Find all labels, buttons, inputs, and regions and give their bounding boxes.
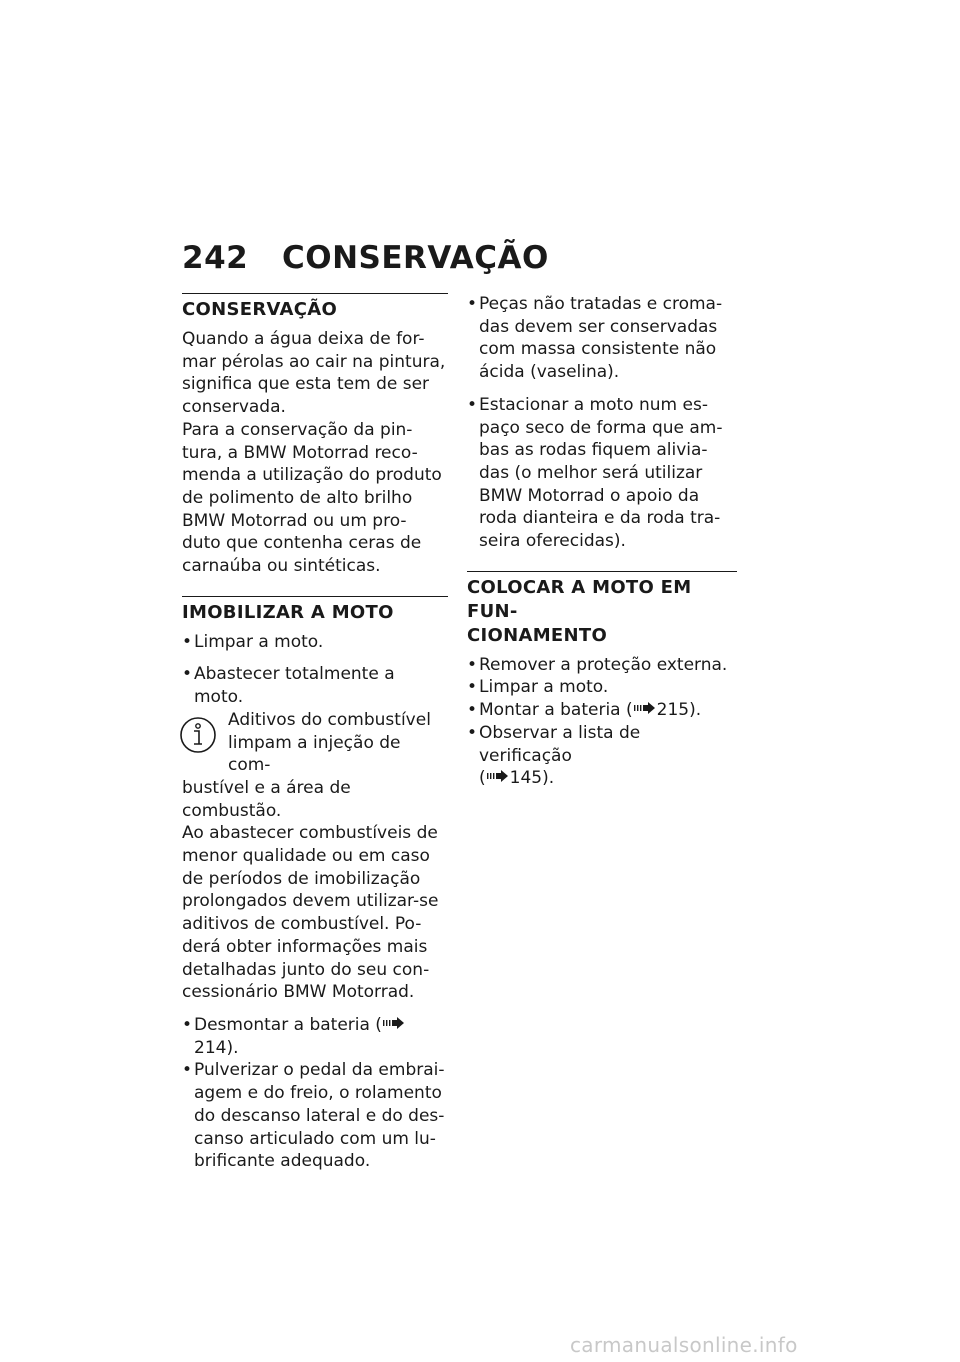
list-item: • Remover a proteção externa. xyxy=(467,654,728,675)
body-line: conservada. xyxy=(182,397,286,418)
bullet: • xyxy=(467,700,478,721)
note-line: aditivos de combustível. Po- xyxy=(182,914,422,935)
list-item: • Peças não tratadas e croma- das devem ser conservadas com massa consistente não ácida (vaselina). xyxy=(467,294,723,383)
section-heading-conservacao: CONSERVAÇÃO xyxy=(182,299,338,320)
list-item: • Abastecer totalmente a moto. xyxy=(182,664,395,708)
page-reference[interactable]: 214 xyxy=(194,1037,227,1058)
body-line: duto que contenha ceras de xyxy=(182,533,422,554)
body-line: BMW Motorrad ou um pro- xyxy=(182,510,407,531)
list-item: • Estacionar a moto num es- paço seco de forma que am- bas as rodas fiquem alivia- das (o melhor será utilizar BMW Motorrad o apoio da roda dianteira e da roda tra- seira oferecidas). xyxy=(467,394,723,552)
list-item: • Limpar a moto. xyxy=(182,631,324,652)
list-item: • Pulverizar o pedal da embrai- agem e do freio, o rolamento do descanso lateral e do des- canso articulado com um lu- brificante adequado. xyxy=(182,1060,445,1172)
bullet: • xyxy=(182,1060,193,1081)
note-line: detalhadas junto do seu con- xyxy=(182,959,430,980)
note-line: derá obter informações mais xyxy=(182,936,428,957)
bullet: • xyxy=(467,294,478,314)
body-line: significa que esta tem de ser xyxy=(182,374,430,395)
bullet: • xyxy=(467,654,478,675)
list-item: • Limpar a moto. xyxy=(467,677,609,698)
body-line: de polimento de alto brilho xyxy=(182,487,413,508)
list-item: • Montar a bateria ( 215). xyxy=(467,700,702,721)
info-note xyxy=(182,709,448,1004)
note-line: limpam a injeção de com- xyxy=(228,732,401,776)
note-line: Aditivos do combustível xyxy=(228,709,431,730)
body-line: carnaúba ou sintéticas. xyxy=(182,556,381,577)
arrow-ref-icon xyxy=(633,702,657,714)
body-line: Quando a água deixa de for- xyxy=(182,329,425,349)
page-reference[interactable]: 145 xyxy=(509,768,543,789)
note-line: Ao abastecer combustíveis de xyxy=(182,823,438,844)
bullet: • xyxy=(467,677,478,698)
section-heading-colocar: COLOCAR A MOTO EM FUN- CIONAMENTO xyxy=(467,576,692,646)
body-line: menda a utilização do produto xyxy=(182,465,442,486)
bullet: • xyxy=(182,1014,193,1035)
arrow-ref-icon xyxy=(486,770,510,782)
watermark-footer: carmanualsonline.info xyxy=(570,1333,798,1357)
note-line: menor qualidade ou em caso xyxy=(182,846,430,867)
left-column xyxy=(182,293,448,1173)
body-line: mar pérolas ao cair na pintura, xyxy=(182,351,446,372)
note-line: cessionário BMW Motorrad. xyxy=(182,982,415,1003)
note-line: prolongados devem utilizar-se xyxy=(182,891,439,912)
page-reference[interactable]: 215 xyxy=(656,700,690,721)
arrow-ref-icon xyxy=(382,1017,406,1029)
list-item: • Observar a lista de verificação ( 145). xyxy=(467,722,641,789)
note-line: bustível e a área de combustão. xyxy=(182,777,351,821)
page-title: CONSERVAÇÃO xyxy=(282,240,549,276)
body-line: tura, a BMW Motorrad reco- xyxy=(182,442,418,463)
info-icon xyxy=(178,715,218,755)
body-line: Para a conservação da pin- xyxy=(182,419,413,440)
list-item: • Desmontar a bateria (214). xyxy=(182,1014,448,1059)
section-heading-imobilizar: IMOBILIZAR A MOTO xyxy=(182,601,394,623)
bullet: • xyxy=(182,664,193,685)
bullet: • xyxy=(467,394,478,415)
bullet: • xyxy=(467,722,478,743)
bullet: • xyxy=(182,631,193,652)
page-header xyxy=(182,240,549,276)
page-number: 242 xyxy=(182,240,249,276)
right-column xyxy=(467,293,737,790)
note-line: de períodos de imobilização xyxy=(182,868,421,889)
